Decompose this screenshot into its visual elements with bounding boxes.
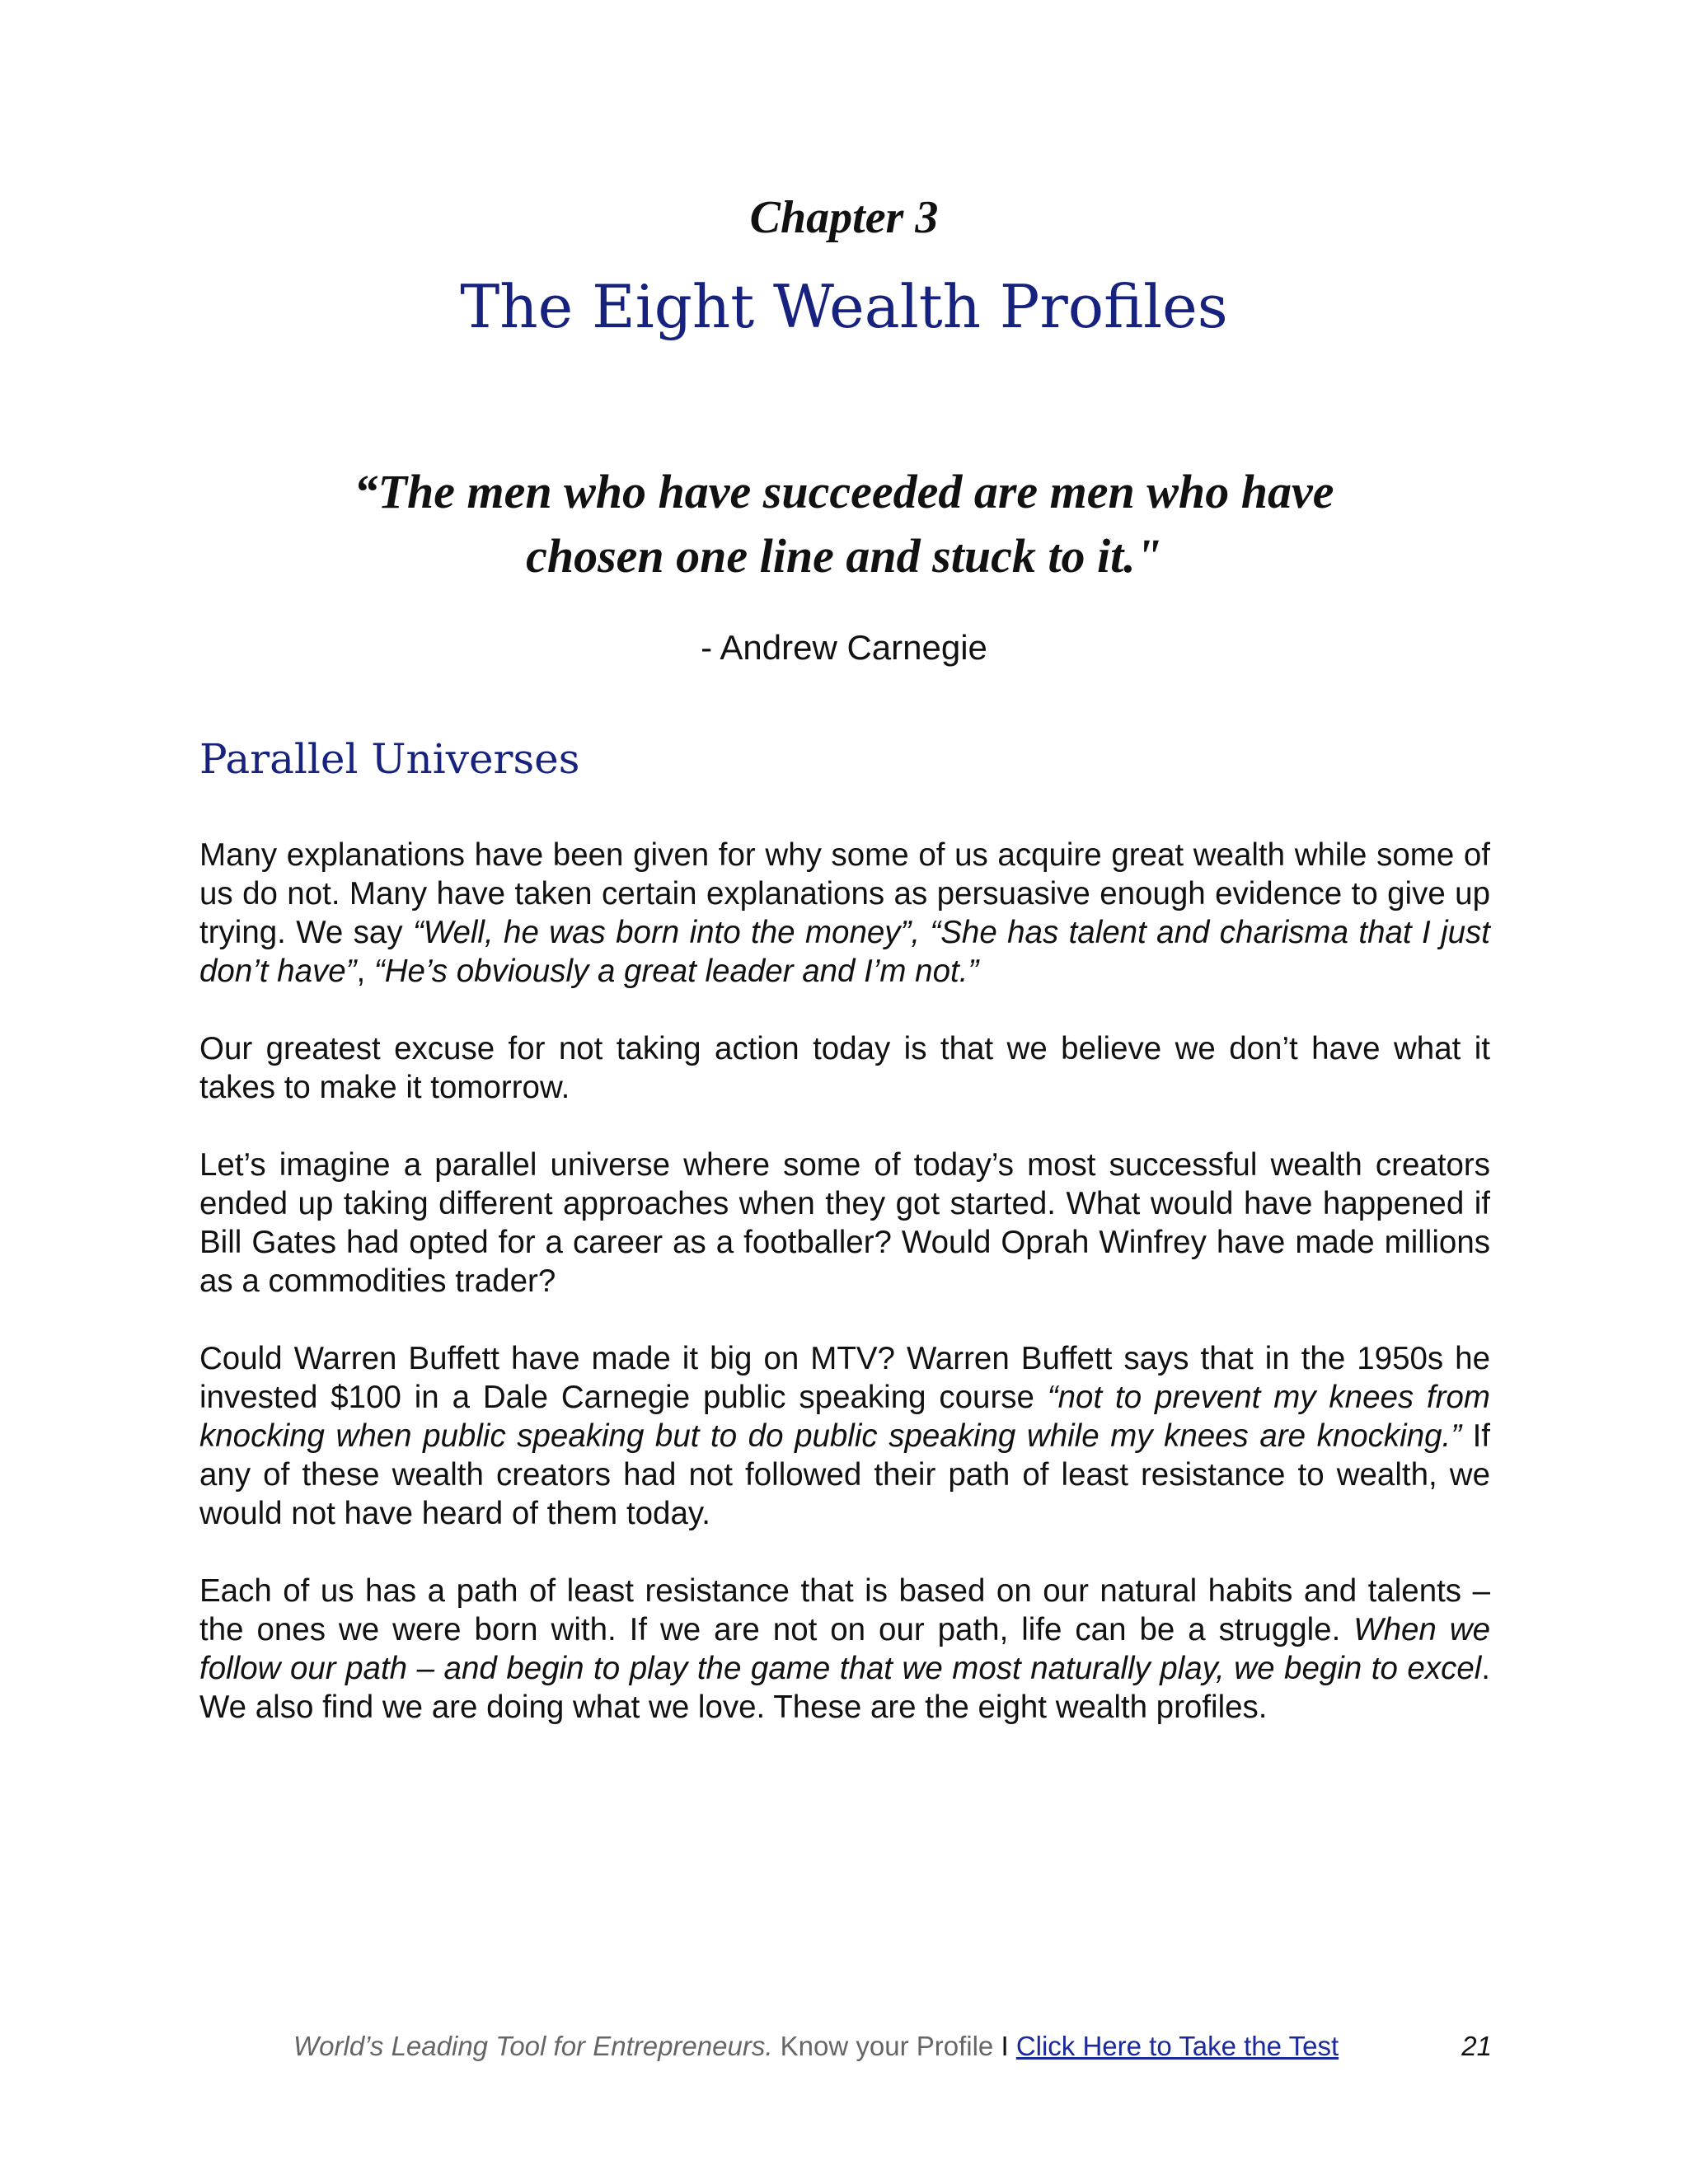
paragraph-text: Could Warren Buffett have made it big on MTV? Warren Buffett says that in the 1950s he invested $100 in a Dale Carnegie public speaking course: [199, 1341, 1490, 1415]
quote-author: - Andrew Carnegie: [701, 628, 987, 667]
footer-know-profile: Know your Profile: [772, 2031, 1001, 2061]
paragraph-text: ,: [356, 954, 374, 989]
paragraph-italic-text: “Well, he was born into the money”, “She has talent and charisma that I just don’t have”: [199, 915, 1490, 989]
footer-tagline: World’s Leading Tool for Entrepreneurs.: [293, 2031, 773, 2061]
paragraph-text: Each of us has a path of least resistance that is based on our natural habits and talents – the ones we were born with. If we are not on our path, life can be a struggle.: [199, 1573, 1490, 1647]
paragraph-text: . We also find we are doing what we love. These are the eight wealth profiles.: [199, 1651, 1490, 1725]
paragraph-text: Many explanations have been given for why some of us acquire great wealth while some of us do not. Many have taken certain explanations as persuasive enough evidence to give up trying. We say: [199, 837, 1490, 950]
paragraph: [199, 1029, 1490, 1107]
quote-line: “The men who have succeeded are men who have: [354, 465, 1334, 518]
paragraph: [199, 836, 1490, 991]
epigraph-quote: [206, 460, 1482, 588]
paragraph: [199, 1339, 1490, 1533]
paragraph-italic-text: “He’s obviously a great leader and I’m not.”: [373, 954, 979, 989]
take-test-link[interactable]: Click Here to Take the Test: [1015, 2031, 1339, 2061]
body-text: [199, 836, 1490, 1765]
paragraph-text: Our greatest excuse for not taking action today is that we believe we don’t have what it takes to make it tomorrow.: [199, 1031, 1490, 1105]
section-heading: Parallel Universes: [199, 735, 580, 783]
quote-line: chosen one line and stuck to it.": [526, 529, 1162, 583]
paragraph-italic-text: “not to prevent my knees from knocking when public speaking but to do public speaking while my knees are knocking.”: [199, 1380, 1490, 1454]
chapter-title: The Eight Wealth Profiles: [460, 272, 1228, 341]
paragraph-text: Let’s imagine a parallel universe where some of today’s most successful wealth creators ended up taking different approaches when they got started. What would have happened if Bill Gates had opted for a career as a footballer? Would Oprah Winfrey have made millions as a commodities trader?: [199, 1147, 1490, 1299]
paragraph-text: If any of these wealth creators had not followed their path of least resistance to wealth, we would not have heard of them today.: [199, 1418, 1491, 1531]
footer-separator: I: [1001, 2031, 1009, 2061]
paragraph: [199, 1572, 1490, 1727]
chapter-label: Chapter 3: [749, 192, 939, 243]
paragraph-italic-text: When we follow our path – and begin to play the game that we most naturally play, we begin to excel: [199, 1612, 1490, 1686]
paragraph: [199, 1146, 1490, 1301]
page-footer: [293, 2031, 1339, 2062]
page-number: 21: [1461, 2031, 1492, 2061]
